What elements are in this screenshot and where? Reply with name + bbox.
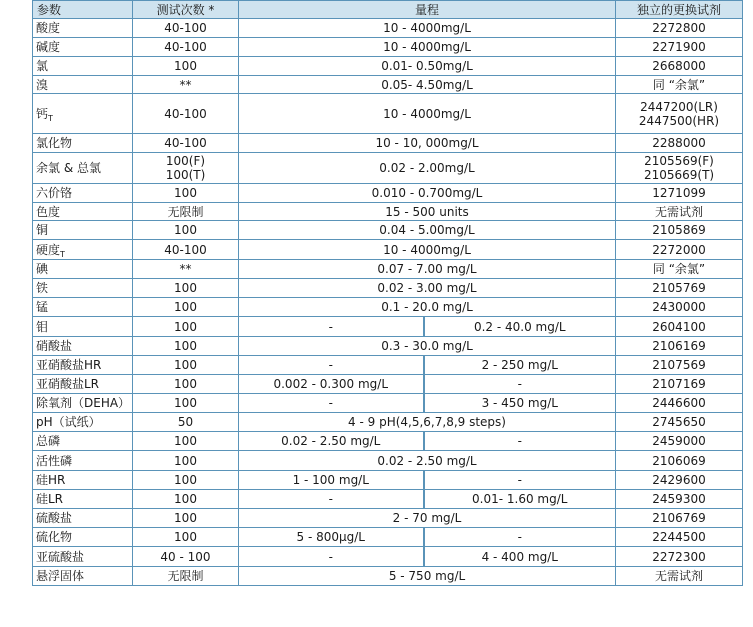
count-value: 40-100 (164, 106, 207, 121)
count-cell (133, 298, 239, 317)
count-cell (133, 356, 239, 375)
reagent-code-2: 2447500(HR) (638, 113, 720, 128)
table-row (33, 221, 743, 240)
param-cell (33, 471, 133, 490)
count-value: 50 (177, 415, 194, 429)
reagent-code: 2244500 (652, 530, 706, 544)
reagent-code: 无需试剂 (655, 569, 704, 583)
reagent-code: 同 “余氯” (652, 77, 706, 92)
range-right-cell: 0.01- 1.60 mg/L (424, 490, 616, 509)
param-label: 铁 (36, 281, 49, 295)
param-cell (33, 153, 133, 184)
param-label: 总磷 (36, 434, 61, 448)
param-label: 氯化物 (36, 136, 73, 150)
reagent-code-cell (616, 221, 743, 240)
range-right-cell: - (424, 528, 616, 547)
count-value: 100 (174, 511, 197, 525)
range-cell: 0.02 - 2.00mg/L (239, 153, 616, 184)
count-value: 100 (174, 281, 197, 295)
count-value: 无限制 (167, 569, 204, 583)
param-cell (33, 19, 133, 38)
range-cell: 0.02 - 2.50 mg/L (239, 451, 616, 471)
count-cell (133, 184, 239, 203)
table-row (33, 203, 743, 221)
reagent-code: 2106069 (652, 453, 706, 468)
range-cell: 10 - 10, 000mg/L (239, 134, 616, 153)
range-cell: 10 - 4000mg/L (239, 19, 616, 38)
param-subscript: T (60, 249, 65, 259)
reagent-code: 2105569(F) (644, 154, 714, 168)
reagent-code-cell (616, 394, 743, 413)
reagent-code-cell (616, 184, 743, 203)
table-row (33, 432, 743, 451)
range-cell: 4 - 9 pH(4,5,6,7,8,9 steps) (239, 413, 616, 432)
param-cell (33, 134, 133, 153)
table-row (33, 413, 743, 432)
count-cell (133, 509, 239, 528)
param-label: 硫化物 (36, 530, 73, 544)
param-label: 硝酸盐 (36, 339, 73, 353)
param-cell (33, 317, 133, 337)
count-value: 100 (174, 223, 197, 237)
range-right-cell: 3 - 450 mg/L (424, 394, 616, 413)
range-left-cell: - (239, 394, 424, 413)
param-label: 酸度 (36, 21, 61, 35)
table-row (33, 153, 743, 184)
range-right-cell: - (424, 375, 616, 394)
count-cell (133, 317, 239, 337)
reagent-code-cell (616, 134, 743, 153)
param-label: 硅LR (36, 492, 64, 506)
reagent-code-cell (616, 432, 743, 451)
header-code: 独立的更换试剂 (616, 1, 743, 19)
table-row (33, 547, 743, 567)
table-row (33, 184, 743, 203)
reagent-code: 1271099 (652, 186, 706, 200)
count-cell (133, 19, 239, 38)
table-row (33, 471, 743, 490)
count-cell (133, 240, 239, 260)
reagent-code-cell (616, 76, 743, 94)
reagent-code: 2106169 (652, 339, 706, 353)
reagent-code-2: 2105669(T) (643, 168, 715, 182)
reagent-code: 无需试剂 (655, 204, 704, 219)
count-cell (133, 375, 239, 394)
count-cell (133, 432, 239, 451)
header-param: 参数 (33, 1, 133, 19)
reagent-code: 2271900 (652, 40, 706, 54)
count-value: ** (179, 262, 192, 276)
range-cell: 5 - 750 mg/L (239, 567, 616, 586)
count-value: 100 (174, 434, 197, 448)
count-cell (133, 38, 239, 57)
reagent-code-cell (616, 509, 743, 528)
param-cell (33, 337, 133, 356)
table-row (33, 375, 743, 394)
reagent-code: 2105769 (652, 281, 706, 295)
param-cell (33, 38, 133, 57)
reagent-code-cell (616, 19, 743, 38)
param-label: 硫酸盐 (36, 511, 73, 525)
count-value: 100 (174, 530, 197, 544)
range-left-cell: 1 - 100 mg/L (239, 471, 424, 490)
count-cell (133, 94, 239, 134)
header-range: 量程 (239, 1, 616, 19)
param-label: 锰 (36, 300, 49, 314)
reagent-code: 2459300 (652, 492, 706, 506)
count-cell (133, 471, 239, 490)
param-label: 碱度 (36, 40, 61, 54)
range-cell: 10 - 4000mg/L (239, 38, 616, 57)
table-row (33, 528, 743, 547)
param-cell (33, 394, 133, 413)
count-value: 100 (174, 492, 197, 506)
count-cell (133, 567, 239, 586)
param-label: 亚硝酸盐HR (36, 358, 102, 372)
table-row (33, 57, 743, 76)
param-cell (33, 528, 133, 547)
range-cell: 0.1 - 20.0 mg/L (239, 298, 616, 317)
count-cell (133, 394, 239, 413)
reagent-code: 同 “余氯” (652, 262, 706, 276)
param-label: 钼 (36, 319, 49, 334)
range-cell: 0.04 - 5.00mg/L (239, 221, 616, 240)
param-cell (33, 413, 133, 432)
reagent-code-cell (616, 375, 743, 394)
table-row (33, 394, 743, 413)
reagent-code-cell (616, 528, 743, 547)
count-cell (133, 451, 239, 471)
count-cell (133, 528, 239, 547)
param-cell (33, 547, 133, 567)
reagent-code-cell (616, 153, 743, 184)
reagent-code-cell (616, 203, 743, 221)
reagent-code: 2105869 (652, 223, 706, 237)
param-cell (33, 298, 133, 317)
reagent-code: 2446600 (652, 396, 706, 410)
reagent-table (32, 0, 743, 586)
param-label: pH（试纸） (36, 415, 101, 429)
table-row (33, 317, 743, 337)
count-value: ** (179, 77, 192, 92)
count-value: 100 (174, 59, 197, 73)
count-value: 40-100 (164, 242, 207, 257)
table-row (33, 356, 743, 375)
count-value: 100 (174, 186, 197, 200)
param-cell (33, 509, 133, 528)
range-cell: 0.07 - 7.00 mg/L (239, 260, 616, 279)
param-label: 余氯 & 总氯 (36, 161, 101, 175)
reagent-code: 2429600 (652, 473, 706, 487)
param-label: 六价铬 (36, 186, 73, 200)
count-cell (133, 413, 239, 432)
count-value: 100 (174, 300, 197, 314)
table-row (33, 451, 743, 471)
param-label: 色度 (36, 204, 61, 219)
count-cell (133, 57, 239, 76)
param-cell (33, 356, 133, 375)
param-cell (33, 260, 133, 279)
reagent-code-cell (616, 547, 743, 567)
count-value: 100(F) (165, 154, 206, 168)
range-cell: 0.010 - 0.700mg/L (239, 184, 616, 203)
param-cell (33, 567, 133, 586)
range-right-cell: 0.2 - 40.0 mg/L (424, 317, 616, 337)
range-cell: 10 - 4000mg/L (239, 94, 616, 134)
reagent-code-cell (616, 260, 743, 279)
param-label: 活性磷 (36, 453, 73, 468)
reagent-code-cell (616, 337, 743, 356)
table-row (33, 94, 743, 134)
param-cell (33, 221, 133, 240)
reagent-code-cell (616, 298, 743, 317)
count-cell (133, 76, 239, 94)
header-count: 测试次数 * (133, 1, 239, 19)
range-right-cell: - (424, 471, 616, 490)
reagent-code-cell (616, 490, 743, 509)
range-cell: 10 - 4000mg/L (239, 240, 616, 260)
count-value: 无限制 (167, 204, 204, 219)
param-label: 氯 (36, 59, 49, 73)
table-row (33, 134, 743, 153)
range-left-cell: - (239, 547, 424, 567)
reagent-code: 2272800 (652, 21, 706, 35)
param-cell (33, 76, 133, 94)
reagent-code-cell (616, 471, 743, 490)
reagent-code: 2272300 (652, 549, 706, 564)
table-row (33, 337, 743, 356)
reagent-code-cell (616, 413, 743, 432)
param-cell (33, 451, 133, 471)
table-row (33, 567, 743, 586)
count-cell (133, 260, 239, 279)
count-cell (133, 221, 239, 240)
reagent-code-cell (616, 356, 743, 375)
reagent-code: 2107169 (652, 377, 706, 391)
range-cell: 0.01- 0.50mg/L (239, 57, 616, 76)
range-left-cell: - (239, 490, 424, 509)
count-value: 100 (174, 473, 197, 487)
count-value: 100 (174, 377, 197, 391)
reagent-code: 2447200(LR) (640, 99, 718, 114)
param-cell (33, 57, 133, 76)
table-row (33, 19, 743, 38)
reagent-code-cell (616, 451, 743, 471)
table-row (33, 240, 743, 260)
table-row (33, 260, 743, 279)
param-label: 碘 (36, 262, 49, 276)
range-cell: 2 - 70 mg/L (239, 509, 616, 528)
range-cell: 0.3 - 30.0 mg/L (239, 337, 616, 356)
count-value: 100 (174, 358, 197, 372)
table-row (33, 38, 743, 57)
reagent-code: 2272000 (652, 242, 706, 257)
reagent-code-cell (616, 94, 743, 134)
range-cell: 15 - 500 units (239, 203, 616, 221)
param-label: 除氧剂（DEHA） (36, 396, 131, 410)
count-value: 40-100 (164, 40, 207, 54)
reagent-code: 2604100 (652, 319, 706, 334)
count-cell (133, 134, 239, 153)
count-cell (133, 153, 239, 184)
param-label: 亚硝酸盐LR (36, 377, 100, 391)
table-row (33, 76, 743, 94)
range-left-cell: 0.02 - 2.50 mg/L (239, 432, 424, 451)
range-cell: 0.05- 4.50mg/L (239, 76, 616, 94)
param-label: 铜 (36, 223, 49, 237)
count-value: 100 (174, 396, 197, 410)
param-label: 亚硫酸盐 (36, 549, 85, 564)
count-value: 100 (174, 339, 197, 353)
param-label: 悬浮固体 (36, 569, 85, 583)
table-row (33, 279, 743, 298)
param-label: 溴 (36, 77, 49, 92)
reagent-code: 2288000 (652, 136, 706, 150)
range-right-cell: 4 - 400 mg/L (424, 547, 616, 567)
count-cell (133, 279, 239, 298)
param-cell (33, 490, 133, 509)
count-cell (133, 547, 239, 567)
reagent-code-cell (616, 567, 743, 586)
reagent-code-cell (616, 240, 743, 260)
param-subscript: T (48, 113, 53, 123)
param-label: 硬度 (36, 242, 61, 257)
reagent-code-cell (616, 279, 743, 298)
reagent-code-cell (616, 38, 743, 57)
count-value-2: 100(T) (165, 168, 206, 182)
table-row (33, 490, 743, 509)
range-right-cell: - (424, 432, 616, 451)
param-cell (33, 375, 133, 394)
count-value: 100 (174, 319, 197, 334)
param-cell (33, 94, 133, 134)
range-right-cell: 2 - 250 mg/L (424, 356, 616, 375)
param-cell (33, 184, 133, 203)
reagent-code: 2107569 (652, 358, 706, 372)
count-cell (133, 490, 239, 509)
param-label: 硅HR (36, 473, 66, 487)
table-row (33, 298, 743, 317)
range-left-cell: - (239, 356, 424, 375)
reagent-code: 2668000 (652, 59, 706, 73)
reagent-code: 2745650 (652, 415, 706, 429)
range-left-cell: 5 - 800μg/L (239, 528, 424, 547)
reagent-code-cell (616, 57, 743, 76)
count-cell (133, 337, 239, 356)
table-row (33, 509, 743, 528)
count-value: 40-100 (164, 136, 207, 150)
range-left-cell: - (239, 317, 424, 337)
reagent-code: 2430000 (652, 300, 706, 314)
param-label: 钙 (36, 106, 49, 121)
count-value: 40-100 (164, 21, 207, 35)
header-row (33, 1, 743, 19)
range-left-cell: 0.002 - 0.300 mg/L (239, 375, 424, 394)
reagent-code: 2459000 (652, 434, 706, 448)
count-value: 40 - 100 (160, 549, 211, 564)
reagent-code: 2106769 (652, 511, 706, 525)
param-cell (33, 279, 133, 298)
param-cell (33, 432, 133, 451)
param-cell (33, 240, 133, 260)
param-cell (33, 203, 133, 221)
range-cell: 0.02 - 3.00 mg/L (239, 279, 616, 298)
count-value: 100 (174, 453, 197, 468)
count-cell (133, 203, 239, 221)
reagent-code-cell (616, 317, 743, 337)
